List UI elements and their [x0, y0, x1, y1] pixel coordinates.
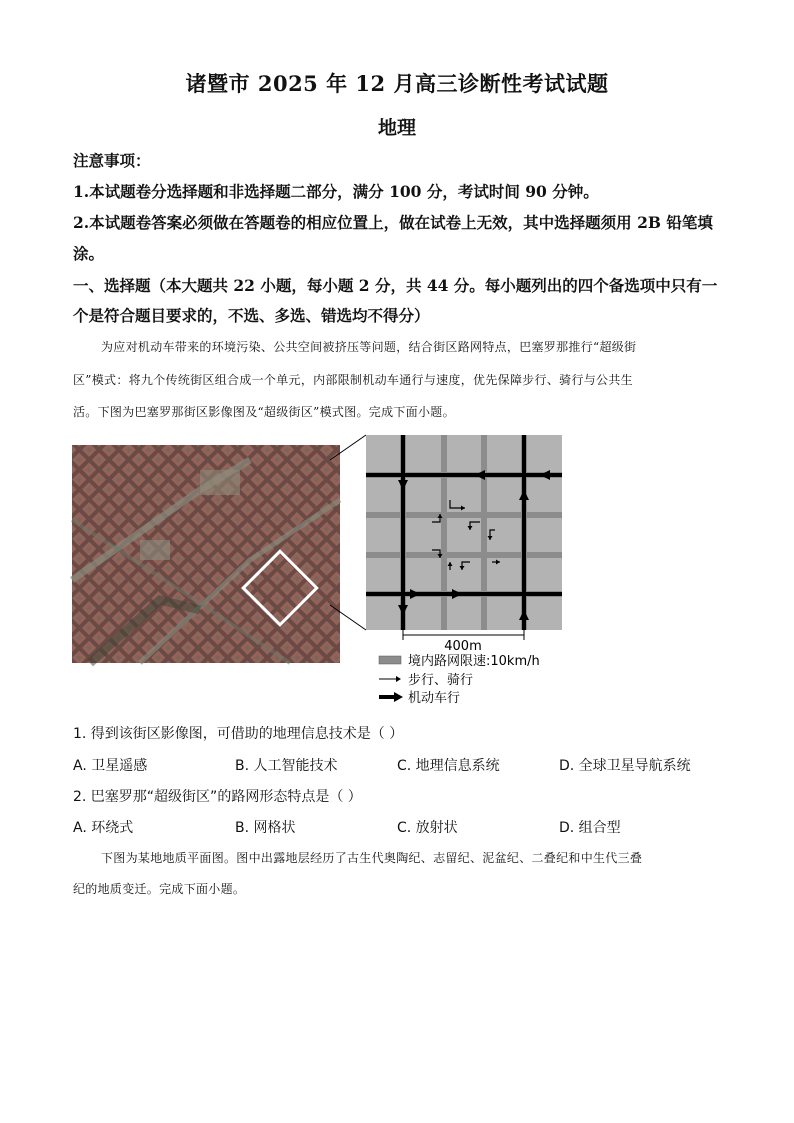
q1-option-d[interactable]: D. 全球卫星导航系统 — [559, 758, 691, 774]
passage-line: 下图为某地地质平面图。图中出露地层经历了古生代奥陶纪、志留纪、泥盆纪、二叠纪和中生代三叠 — [101, 851, 643, 865]
satellite-image — [72, 445, 340, 663]
superblock-diagram — [366, 435, 562, 640]
q2-option-d[interactable]: D. 组合型 — [559, 820, 621, 836]
passage-line: 区”模式：将九个传统街区组合成一个单元，内部限制机动车通行与速度，优先保障步行、骑行与公共生 — [73, 373, 633, 387]
legend-vehicle-label: 机动车行 — [408, 691, 461, 706]
notice-item-1: 1.本试题卷分选择题和非选择题二部分，满分 100 分，考试时间 90 分钟。 — [73, 182, 599, 201]
q2-option-b[interactable]: B. 网格状 — [235, 820, 296, 836]
q1-option-c[interactable]: C. 地理信息系统 — [397, 758, 500, 774]
superblock-figure — [0, 430, 794, 730]
legend-road-label: 境内路网限速:10km/h — [408, 654, 540, 669]
section-heading-cont: 个是符合题目要求的，不选、多选、错选均不得分） — [73, 306, 430, 325]
legend-road-swatch — [379, 656, 401, 664]
subject-title: 地理 — [377, 117, 416, 139]
q1-option-a[interactable]: A. 卫星遥感 — [73, 758, 148, 774]
notice-item-2-cont: 涂。 — [73, 244, 105, 263]
notice-heading: 注意事项： — [73, 151, 151, 170]
exam-title: 诸暨市 2025 年 12 月高三诊断性考试试题 — [185, 71, 609, 96]
passage-line: 纪的地质变迁。完成下面小题。 — [73, 882, 246, 896]
q1-option-b[interactable]: B. 人工智能技术 — [235, 758, 338, 774]
section-heading: 一、选择题（本大题共 22 小题，每小题 2 分，共 44 分。每小题列出的四个备选项中只有一 — [73, 276, 718, 295]
passage-line: 为应对机动车带来的环境污染、公共空间被挤压等问题，结合街区路网特点，巴塞罗那推行“超级街 — [101, 340, 637, 354]
legend-walk-label: 步行、骑行 — [408, 673, 474, 688]
legend — [379, 653, 540, 706]
notice-item-2: 2.本试题卷答案必须做在答题卷的相应位置上，做在试卷上无效，其中选择题须用 2B 铅笔填 — [73, 213, 713, 232]
scale-label: 400m — [444, 639, 482, 654]
question-2-stem: 2. 巴塞罗那“超级街区”的路网形态特点是（ ） — [73, 789, 362, 805]
q2-option-a[interactable]: A. 环绕式 — [73, 820, 134, 836]
question-1-stem: 1. 得到该街区影像图，可借助的地理信息技术是（ ） — [73, 726, 404, 742]
passage-line: 活。下图为巴塞罗那街区影像图及“超级街区”模式图。完成下面小题。 — [73, 405, 455, 419]
q2-option-c[interactable]: C. 放射状 — [397, 820, 458, 836]
